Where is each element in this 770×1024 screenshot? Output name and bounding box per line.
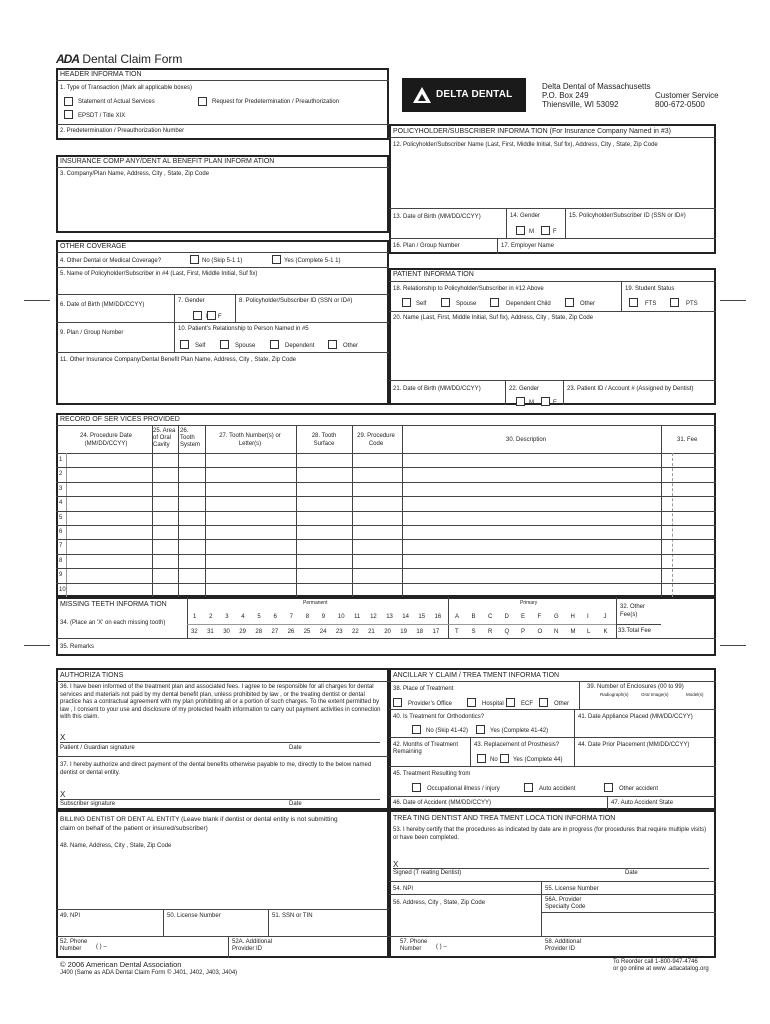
tooth-cell[interactable]: 2 [209, 614, 213, 620]
other-gender-m-checkbox[interactable] [193, 311, 202, 320]
field-39-label: 39. Number of Enclosures (00 to 99) [587, 684, 684, 690]
header-section-title: HEADER INFORMA TION [60, 71, 142, 78]
rel-dependent-checkbox[interactable] [270, 340, 279, 349]
pt-self-checkbox[interactable] [402, 298, 411, 307]
row-number: 6 [59, 529, 63, 535]
tooth-cell[interactable]: T [455, 629, 459, 635]
prosthesis-yes-checkbox[interactable] [500, 754, 509, 763]
row-number: 10 [59, 586, 66, 593]
other-accident-checkbox[interactable] [604, 783, 613, 792]
pt-self-label: Self [416, 301, 427, 307]
field-18-label: 18. Relationship to Policyholder/Subscriber in #12 Above [393, 286, 544, 292]
oral-images-label: Oral Image(s) [641, 692, 669, 697]
tooth-cell[interactable]: R [488, 629, 493, 635]
pt-gender-f-checkbox[interactable] [541, 397, 550, 406]
tooth-cell[interactable]: C [488, 614, 493, 620]
subscriber-date-label: Date [289, 801, 302, 807]
left-edge-mark-top [24, 300, 50, 301]
auto-accident-label: Auto accident [539, 786, 576, 792]
field-48-label: 48. Name, Address, City , State, Zip Code [60, 843, 172, 849]
billing-section-title: BILLING DENTIST OR DENT AL ENTITY (Leave blank if dentist or dental entity is not submitting [60, 816, 338, 823]
field-46-label: 46. Date of Accident (MM/DD/CCYY) [393, 800, 492, 806]
tooth-cell[interactable]: 11 [354, 614, 361, 620]
tooth-cell[interactable]: 13 [386, 614, 393, 620]
tooth-cell[interactable]: 19 [400, 629, 407, 635]
field-19-label: 19. Student Status [625, 286, 675, 292]
field-7-label: 7. Gender [178, 298, 205, 304]
field-1-label: 1. Type of Transaction (Mark all applicable boxes) [60, 85, 192, 91]
treating-phone-mask: ( ) – [436, 944, 447, 950]
predetermination-label: Request for Predetermination / Preauthorization [212, 99, 340, 105]
tooth-cell[interactable]: M [570, 629, 576, 635]
col-procedure-date: 24. Procedure Date (MM/DD/CCYY) [79, 433, 133, 447]
ph-gender-f-checkbox[interactable] [541, 226, 550, 235]
carrier-city: Thiensville, WI 53092 [542, 100, 619, 109]
right-edge-mark-bottom [720, 645, 746, 646]
tooth-cell[interactable]: 32 [191, 629, 198, 635]
delta-dental-logo [402, 78, 526, 112]
patient-date-label: Date [289, 745, 302, 751]
tooth-cell[interactable]: 5 [257, 614, 261, 620]
col-description: 30. Description [506, 437, 547, 443]
pt-gender-f-label: F [553, 400, 557, 406]
field-33-label: 33.Total Fee [618, 628, 652, 634]
right-edge-mark-top [720, 300, 746, 301]
tooth-cell[interactable]: L [587, 629, 591, 635]
permanent-label: Permanent [303, 600, 328, 606]
field-42-label: 42. Months of Treatment Remaining [393, 742, 459, 755]
field-4-label: 4. Other Dental or Medical Coverage? [60, 258, 162, 264]
field-35-label: 35. Remarks [60, 644, 95, 650]
statement-label: Statement of Actual Services [78, 99, 155, 105]
col-tooth-system: 26. Tooth System [180, 428, 201, 448]
pt-other-checkbox[interactable] [565, 298, 574, 307]
tooth-cell[interactable]: G [554, 614, 559, 620]
field-55-label: 55. License Number [545, 886, 599, 892]
teeth-divider [187, 624, 616, 625]
ph-gender-m-label: M [529, 229, 534, 235]
field-52-label: 52. Phone Number [60, 939, 88, 952]
billing-section-subtitle: claim on behalf of the patient or insured/subscriber) [60, 825, 208, 832]
tooth-cell[interactable]: P [521, 629, 526, 635]
tooth-cell[interactable]: 22 [352, 629, 359, 635]
field-6-label: 6. Date of Birth (MM/DD/CCYY) [60, 302, 145, 308]
prosthesis-yes-label: Yes (Complete 44) [513, 757, 563, 763]
field-8-label: 8. Policyholder/Subscriber ID (SSN or ID#) [239, 298, 353, 304]
col-tooth-surface: 28. Tooth Surface [311, 433, 337, 447]
pt-spouse-label: Spouse [456, 301, 477, 307]
customer-service-phone: 800-672-0500 [655, 100, 705, 109]
services-section-title: RECORD OF SER VICES PROVIDED [60, 416, 180, 423]
tooth-cell[interactable]: K [603, 629, 608, 635]
pts-checkbox[interactable] [670, 298, 679, 307]
col-fee: 31. Fee [677, 437, 698, 443]
row-number: 7 [59, 543, 63, 550]
place-ecf-checkbox[interactable] [506, 698, 515, 707]
field-50-label: 50. License Number [167, 913, 221, 919]
table-row [56, 467, 716, 468]
patient-signature-label: Patient / Guardian signature [60, 745, 135, 751]
pt-other-label: Other [580, 301, 596, 307]
field-2-label: 2. Predetermination / Preauthorization Number [60, 128, 185, 134]
epsdt-checkbox[interactable] [64, 110, 73, 119]
field-13-label: 13. Date of Birth (MM/DD/CCYY) [393, 214, 481, 220]
other-coverage-yes-checkbox[interactable] [272, 255, 281, 264]
form-title [56, 52, 182, 66]
place-other-checkbox[interactable] [539, 698, 548, 707]
footer-reorder-phone: To Reorder call 1-800-947-4746 [613, 959, 698, 965]
authorizations-title: AUTHORIZA TIONS [60, 672, 124, 679]
other-gender-f-checkbox[interactable] [207, 311, 216, 320]
tooth-cell[interactable]: 8 [305, 614, 310, 620]
other-gender-f-label: F [218, 314, 222, 320]
tooth-cell[interactable]: 18 [416, 629, 424, 635]
ada-logo: ADA [56, 52, 79, 66]
tooth-cell[interactable]: 14 [402, 614, 409, 620]
table-row [56, 583, 716, 584]
col-oral-cavity: 25. Area of Oral Cavity [153, 428, 176, 448]
ancillary-section-title: ANCILLAR Y CLAIM / TREA TMENT INFORMA TION [393, 672, 560, 679]
patient-section-title: PATIENT INFORMA TION [393, 271, 474, 278]
subscriber-sig-x: X [60, 790, 66, 799]
field-57-label: 57. Phone Number [400, 939, 428, 952]
prosthesis-no-checkbox[interactable] [477, 754, 486, 763]
customer-service-label: Customer Service [655, 91, 719, 100]
tooth-cell[interactable]: 20 [384, 629, 391, 635]
tooth-cell[interactable]: N [554, 629, 559, 635]
field-45-label: 45. Treatment Resulting from [393, 771, 471, 777]
tooth-cell[interactable]: 7 [289, 614, 293, 620]
field-49-label: 49. NPI [60, 913, 81, 919]
primary-label: Primary [520, 600, 538, 606]
row-number: 1 [59, 457, 63, 463]
tooth-cell[interactable]: 31 [207, 629, 214, 635]
tooth-cell[interactable]: 21 [368, 629, 375, 635]
field-10-label: 10. Patient’s Relationship to Person Named in #5 [178, 326, 309, 332]
tooth-cell[interactable]: 4 [241, 614, 245, 620]
tooth-cell[interactable]: 6 [273, 614, 277, 620]
field-43-label: 43. Replacement of Prosthesis? [474, 742, 560, 748]
footer-copyright: © 2006 American Dental Association [60, 960, 182, 969]
treating-sig-x: X [393, 860, 399, 869]
predetermination-checkbox[interactable] [198, 97, 207, 106]
field-9-label: 9. Plan / Group Number [60, 330, 124, 336]
field-12-label: 12. Policyholder/Subscriber Name (Last, First, Middle Initial, Suf fix), Address, City , State, Zip Code [393, 142, 658, 148]
tooth-cell[interactable]: O [537, 629, 543, 635]
models-label: Model(s) [686, 692, 704, 697]
field-21-label: 21. Date of Birth (MM/DD/CCYY) [393, 386, 481, 392]
place-other-label: Other [554, 701, 570, 707]
epsdt-label: EPSDT / Title XIX [78, 113, 126, 119]
field-52a-label: 52A. Additional Provider ID [232, 939, 273, 952]
delta-logo-text: DELTA DENTAL [436, 89, 513, 100]
treating-date-label: Date [625, 870, 638, 876]
pt-gender-m-checkbox[interactable] [516, 397, 525, 406]
pt-gender-m-label: M [529, 400, 534, 406]
tooth-cell[interactable]: B [471, 614, 476, 620]
treating-section-title: TREA TING DENTIST AND TREA TMENT LOCA TION INFORMA TION [393, 815, 616, 822]
tooth-cell[interactable]: E [521, 614, 526, 620]
field-56a-label: 56A. Provider Specialty Code [545, 897, 586, 910]
field-34-label: 34. (Place an 'X' on each missing tooth) [60, 620, 166, 626]
tooth-cell[interactable]: 27 [271, 629, 279, 635]
field-15-label: 15. Policyholder/Subscriber ID (SSN or ID#) [569, 213, 686, 219]
table-row [56, 482, 716, 483]
field-51-label: 51. SSN or TIN [272, 913, 313, 919]
rel-other-checkbox[interactable] [328, 340, 337, 349]
row-number: 8 [59, 557, 63, 564]
fts-label: FTS [645, 301, 657, 307]
tooth-cell[interactable]: 1 [193, 614, 197, 620]
other-coverage-yes-label: Yes (Complete 5-1 1) [284, 258, 341, 264]
field-38-label: 38. Place of Treatment [393, 686, 454, 692]
other-accident-label: Other accident [619, 786, 659, 792]
field-41-label: 41. Date Appliance Placed (MM/DD/CCYY) [578, 714, 693, 720]
tooth-cell[interactable]: 10 [337, 614, 345, 620]
ortho-yes-checkbox[interactable] [476, 725, 485, 734]
tooth-cell[interactable]: D [504, 614, 509, 620]
occupational-checkbox[interactable] [412, 783, 421, 792]
field-23-label: 23. Patient ID / Account # (Assigned by Dentist) [567, 386, 694, 392]
place-hospital-label: Hospital [482, 701, 504, 707]
auto-accident-checkbox[interactable] [524, 783, 533, 792]
patient-sig-x: X [60, 733, 66, 742]
field-47-label: 47. Auto Accident State [611, 800, 674, 806]
rel-spouse-label: Spouse [235, 343, 256, 349]
col-procedure-code: 29. Procedure Code [357, 433, 395, 447]
tooth-cell[interactable]: 12 [370, 614, 377, 620]
footer-reorder-web: or go online at www .adacatalog.org [613, 966, 709, 972]
table-row [56, 539, 716, 540]
field-16-label: 16. Plan / Group Number [393, 243, 460, 249]
field-36-text: 36. I have been informed of the treatment plan and associated fees. I agree to be responsible for all charges for dental services and materials not paid by my dental benefit plan, unless prohibited by law , or the treating dentist or dental practice has a contractual agreement with my plan prohibiting all or a portion of such charges. To the extent permitted by law , I consent to your use and disclosure of my protected health information to carry out payment activities in connection with this claim. [60, 684, 381, 720]
tooth-cell[interactable]: 9 [321, 614, 326, 620]
ph-gender-f-label: F [553, 229, 557, 235]
statement-checkbox[interactable] [64, 97, 73, 106]
rel-self-checkbox[interactable] [180, 340, 189, 349]
tooth-cell[interactable]: 3 [225, 614, 229, 620]
field-11-label: 11. Other Insurance Company/Dental Benefit Plan Name, Address, City , State, Zip Code [60, 357, 297, 363]
tooth-cell[interactable]: 15 [418, 614, 426, 620]
field-14-label: 14. Gender [510, 213, 541, 219]
table-row [56, 511, 716, 512]
field-32-label: 32. Other Fee(s) [620, 604, 646, 618]
subscriber-signature-label: Subscriber signature [60, 801, 116, 807]
tooth-cell[interactable]: 25 [303, 629, 311, 635]
footer-form-number: J400 (Same as ADA Dental Claim Form © J401, J402, J403, J404) [60, 970, 238, 976]
pt-spouse-checkbox[interactable] [441, 298, 450, 307]
row-number: 2 [59, 471, 63, 478]
policyholder-section-title: POLICYHOLDER/SUBSCRIBER INFORMA TION (For Insurance Company Named in #3) [393, 128, 672, 135]
tooth-cell[interactable]: F [537, 614, 542, 620]
place-office-label: Provider’s Office [408, 701, 453, 707]
tooth-cell[interactable]: 24 [319, 629, 327, 635]
billing-phone-mask: ( ) – [96, 944, 107, 950]
table-row [56, 496, 716, 497]
field-40-label: 40. Is Treatment for Orthodontics? [393, 714, 485, 720]
treating-signature-label: Signed (T reating Dentist) [393, 870, 462, 876]
delta-triangle-icon [412, 86, 432, 104]
field-54-label: 54. NPI [393, 886, 414, 892]
tooth-cell[interactable]: 23 [335, 629, 343, 635]
pt-dependent-checkbox[interactable] [490, 298, 499, 307]
rel-self-label: Self [195, 343, 206, 349]
field-58-label: 58. Additional Provider ID [545, 939, 582, 952]
prosthesis-no-label: No [490, 757, 498, 763]
col-tooth-number: 27. Tooth Number(s) or Letter(s) [219, 433, 281, 447]
occupational-label: Occupational illness / injury [427, 786, 500, 792]
left-edge-mark-bottom [24, 645, 50, 646]
field-56-label: 56. Address, City , State, Zip Code [393, 900, 486, 906]
field-20-label: 20. Name (Last, First, Middle Initial, Suf fix), Address, City , State, Zip Code [393, 315, 594, 321]
field-53-text: 53. I hereby certify that the procedures as indicated by date are in progress (for procedures that require multiple visits) or have been completed. [393, 827, 707, 841]
row-number: 5 [59, 514, 63, 521]
table-row [56, 568, 716, 569]
tooth-cell[interactable]: S [471, 629, 476, 635]
other-coverage-no-label: No (Skip 5-1 1) [202, 258, 243, 264]
row-number: 9 [59, 572, 63, 579]
tooth-cell[interactable]: 28 [255, 629, 263, 635]
field-3-label: 3. Company/Plan Name, Address, City , State, Zip Code [60, 171, 210, 177]
tooth-cell[interactable]: I [587, 614, 589, 620]
carrier-name: Delta Dental of Massachusetts [542, 82, 651, 91]
fts-checkbox[interactable] [629, 298, 638, 307]
tooth-cell[interactable]: A [455, 614, 460, 620]
missing-teeth-title: MISSING TEETH INFORMA TION [60, 601, 167, 608]
other-coverage-title: OTHER COVERAGE [60, 243, 127, 250]
rel-other-label: Other [343, 343, 359, 349]
table-row [56, 525, 716, 526]
field-5-label: 5. Name of Policyholder/Subscriber in #4 (Last, First, Middle Initial, Suf fix) [60, 271, 258, 277]
tooth-cell[interactable]: 17 [432, 629, 440, 635]
tooth-cell[interactable]: Q [504, 629, 510, 635]
field-22-label: 22. Gender [509, 386, 540, 392]
tooth-cell[interactable]: J [603, 614, 607, 620]
ph-gender-m-checkbox[interactable] [516, 226, 525, 235]
field-17-label: 17. Employer Name [501, 243, 555, 249]
other-coverage-no-checkbox[interactable] [190, 255, 199, 264]
radiographs-label: Radiograph(s) [600, 692, 629, 697]
insurance-section-title: INSURANCE COMP ANY/DENT AL BENEFIT PLAN INFORM ATION [60, 158, 275, 165]
pts-label: PTS [686, 301, 698, 307]
pt-dependent-label: Dependent Child [506, 301, 551, 307]
title-text: Dental Claim Form [82, 52, 183, 66]
tooth-cell[interactable]: 26 [287, 629, 295, 635]
ortho-no-label: No (Skip 41-42) [426, 728, 469, 734]
rel-dependent-label: Dependent [285, 343, 315, 349]
field-44-label: 44. Date Prior Placement (MM/DD/CCYY) [578, 742, 690, 748]
rel-spouse-checkbox[interactable] [220, 340, 229, 349]
ortho-no-checkbox[interactable] [412, 725, 421, 734]
tooth-cell[interactable]: 16 [434, 614, 442, 620]
place-hospital-checkbox[interactable] [467, 698, 476, 707]
tooth-cell[interactable]: 30 [223, 629, 230, 635]
field-37-text: 37. I hereby authorize and direct payment of the dental benefits otherwise payable to me, directly to the below named dentist or dental entity. [60, 762, 372, 776]
table-row [56, 554, 716, 555]
row-number: 4 [59, 500, 63, 507]
place-office-checkbox[interactable] [393, 698, 402, 707]
row-number: 3 [59, 485, 63, 492]
tooth-cell[interactable]: 29 [239, 629, 246, 635]
place-ecf-label: ECF [521, 701, 533, 707]
carrier-po: P.O. Box 249 [542, 91, 589, 100]
ortho-yes-label: Yes (Complete 41-42) [490, 728, 549, 734]
tooth-cell[interactable]: H [570, 614, 575, 620]
